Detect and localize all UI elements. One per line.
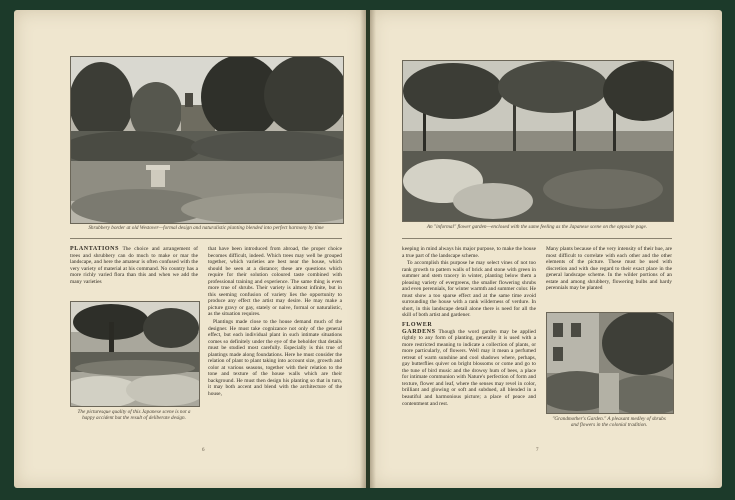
vines-paragraph: To accomplish this purpose he may select vines of not too rank growth to pattern walls of brick and stone with green in summer and stem tracery in winter, planting below them a pleasing variety of evergreens, the smaller flowering shrubs and even perennials, for winter warmth and summer color. He must show a too sparse effect and at the same time avoid surrounding the house with a rank wilderness of verdure. In short, in this landscape detail alone there is need for all the skill of both artist and gardener. <box>402 260 536 319</box>
flower-gardens-heading-line2: GARDENS <box>402 328 436 335</box>
flower-gardens-paragraph: Though the word garden may be applied rightly to any form of planting, generally it is used with a more restricted meaning to indicate a collection of plants, or more particularly, of flowers. Well may it mean a perfumed retreat of warm sunshine and cool shadows where, perhaps, gay butterflies quiver on bright blossoms or come and go to the tune of bird music and the drowsy hum of bees, a place for intimate communion with Nature's perfection of form and texture, flower and leaf, where the senses may revel in color, brilliant and glowing or soft and subdued, all blended in a beautiful and harmonious picture; a place of peace and contentment and rest. <box>402 328 536 407</box>
plants-column <box>546 246 672 293</box>
left-page <box>14 10 366 488</box>
japanese-scene-caption: The picturesque quality of this Japanese scene is not a happy accident but the result of deliberate design. <box>77 409 191 421</box>
book-spread <box>14 10 722 488</box>
page-number-left: 6 <box>202 448 205 453</box>
informal-garden-photo <box>402 60 674 222</box>
plantations-column <box>70 246 198 286</box>
grandmothers-garden-caption: "Grandmother's Garden." A pleasant medley of shrubs and flowers in the colonial tradition. <box>552 416 666 428</box>
page-number-right: 7 <box>536 448 539 453</box>
japanese-scene-photo <box>70 301 200 407</box>
right-page <box>370 10 722 488</box>
shrubs-paragraph-2: Plantings made close to the house demand much of the designer. He must take cognizance not only of the general effect, but each individual plant in such intimate situations comes so definitely under the eye of the beholder that details must be studied most carefully. Especially is this true of plantings made along foundations. Here he must consider the relation of plant to plant taking into account size, growth and color at various seasons, together with their relation to the tone and texture of the house walls which are their background. He must then design his planting so that in turn, it may both accent and blend with the architecture of the house, <box>208 319 342 398</box>
foundation-paragraph-end: keeping in mind always his major purpose, to make the house a true part of the landscape scheme. <box>402 246 536 259</box>
shrubs-column <box>208 246 342 399</box>
informal-garden-caption: An "informal" flower garden—enclosed with the same feeling as the Japanese scene on the opposite page. <box>426 224 648 230</box>
book-gutter <box>360 10 376 488</box>
top-photo-caption: Shrubbery border at old Westover—formal design and naturalistic planting blended into perfect harmony by time <box>88 225 324 231</box>
plantations-intro: The choice and arrangement of trees and shrubbery can do much to make or mar the landscape, and here the amateur is often confused with the very variety of material at his command. No country has a more richly varied flora than this and when we add the many varieties <box>70 246 198 285</box>
shrubs-paragraph-1: that have been introduced from abroad, the proper choice becomes difficult, indeed. Which trees may well be grouped together, which varieties are best near the house, which should be seen at a distance; these are questions which require for their solution coloured taste combined with professional training and experience. The same thing is even more true of shrubs. Their variety is almost infinite, but in this seeming confusion of variety lies the opportunity to produce any effect the artist may desire. He may make a picture gravy or gay, stately or naive, formal or naturalistic, as the situation requires. <box>208 246 342 318</box>
divider-rule <box>70 238 342 239</box>
plants-paragraph: Many plants because of the very intensity of their hue, are most difficult to correlate with each other and the other elements of the picture. These must be used with discretion and with due regard to their exact place in the general landscape scheme. In the wilder portions of an estate and among shrubbery, flowering bulbs and hardy perennials may be planted <box>546 246 672 292</box>
flower-gardens-heading-line1: FLOWER <box>402 322 433 329</box>
divider-rule-right <box>402 238 672 239</box>
plantations-heading: PLANTATIONS <box>70 246 120 252</box>
westover-garden-photo <box>70 56 344 224</box>
flower-gardens-column <box>402 246 536 408</box>
grandmothers-garden-photo <box>546 312 674 414</box>
